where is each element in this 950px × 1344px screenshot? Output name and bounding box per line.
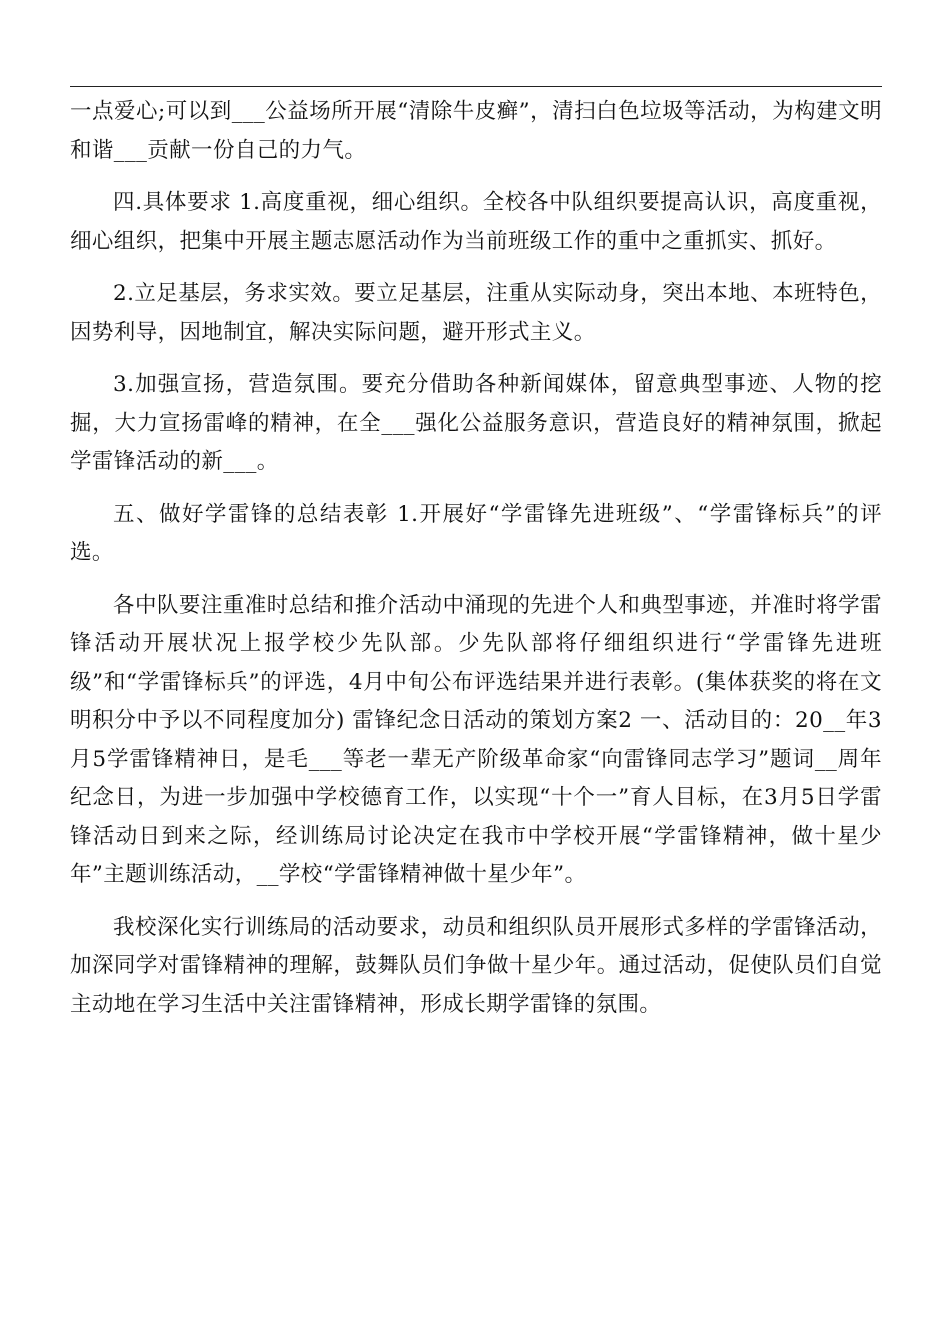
- document-page: [70, 0, 882, 1344]
- paragraph: 2.立足基层，务求实效。要立足基层，注重从实际动身，突出本地、本班特色，因势利导，因地制宜，解决实际问题，避开形式主义。: [70, 281, 882, 345]
- paragraph: 五、做好学雷锋的总结表彰 1.开展好“学雷锋先进班级”、“学雷锋标兵”的评选。: [70, 501, 882, 565]
- paragraph: 我校深化实行训练局的活动要求，动员和组织队员开展形式多样的学雷锋活动，加深同学对雷锋精神的理解，鼓舞队员们争做十星少年。通过活动，促使队员们自觉主动地在学习生活中关注雷锋精神，形成长期学雷锋的氛围。: [70, 914, 882, 1017]
- document-body: [70, 93, 882, 1038]
- paragraph: 各中队要注重准时总结和推介活动中涌现的先进个人和典型事迹，并准时将学雷锋活动开展状况上报学校少先队部。少先队部将仔细组织进行“学雷锋先进班级”和“学雷锋标兵”的评选，4月中旬公布评选结果并进行表彰。(集体获奖的将在文明积分中予以不同程度加分) 雷锋纪念日活动的策划方案2 一、活动目的：20__年3月5学雷锋精神日，是毛___等老一辈无产阶级革命家“向雷锋同志学习”题词__周年纪念日，为进一步加强中学校德育工作，以实现“十个一”育人目标，在3月5日学雷锋活动日到来之际，经训练局讨论决定在我市中学校开展“学雷锋精神，做十星少年”主题训练活动，__学校“学雷锋精神做十星少年”。: [70, 592, 882, 887]
- paragraph: 四.具体要求 1.高度重视，细心组织。全校各中队组织要提高认识，高度重视，细心组织，把集中开展主题志愿活动作为当前班级工作的重中之重抓实、抓好。: [70, 190, 882, 254]
- header-rule: [70, 86, 882, 87]
- paragraph: 3.加强宣扬，营造氛围。要充分借助各种新闻媒体，留意典型事迹、人物的挖掘，大力宣扬雷峰的精神，在全___强化公益服务意识，营造良好的精神氛围，掀起学雷锋活动的新___。: [70, 372, 882, 474]
- paragraph: 一点爱心;可以到___公益场所开展“清除牛皮癣”，清扫白色垃圾等活动，为构建文明和谐___贡献一份自己的力气。: [70, 99, 882, 163]
